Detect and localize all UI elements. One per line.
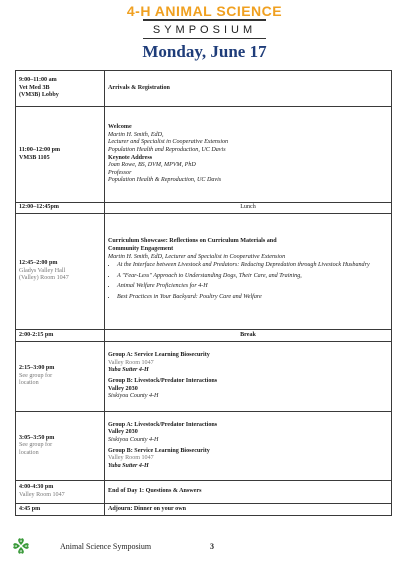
event-cell (105, 481, 392, 504)
list-item: • Best Practices in Your Backyard: Poultry Care and Welfare (117, 294, 388, 302)
time-label: 9:00–11:00 am (19, 77, 57, 84)
time-cell (16, 481, 105, 504)
time-cell (16, 504, 105, 516)
location-label: (Valley) Room 1047 (19, 275, 69, 282)
presenter-title: Professor (108, 169, 132, 176)
symposium-subtitle-band (149, 20, 260, 38)
presenter-title: Lecturer and Specialist in Cooperative Extension (108, 139, 229, 146)
time-label: 2:00-2:15 pm (19, 331, 54, 338)
time-cell (16, 203, 105, 214)
time-cell (16, 71, 105, 107)
event-heading: Keynote Address (108, 154, 153, 161)
footer-title: Animal Science Symposium (60, 542, 152, 551)
table-row (16, 481, 392, 504)
time-cell (16, 342, 105, 412)
table-row (16, 342, 392, 412)
svg-text:H: H (14, 544, 17, 548)
room-label: Valley 2030 (108, 429, 138, 436)
presenter-name: Martin H. Smith, EdD, Lecturer and Specialist in Cooperative Extension (108, 253, 286, 260)
time-cell (16, 214, 105, 330)
four-h-clover-icon (12, 537, 30, 555)
group-heading: Group B: Service Learning Biosecurity (108, 447, 210, 454)
symposium-subtitle: SYMPOSIUM (152, 24, 257, 36)
time-cell (16, 412, 105, 481)
event-cell (105, 214, 392, 330)
session-list (108, 262, 388, 301)
schedule-table (15, 70, 392, 516)
time-label: 4:00-4:30 pm (19, 484, 54, 491)
svg-text:H: H (19, 549, 22, 553)
location-label: See group for (19, 372, 53, 379)
host-label: Siskiyou County 4-H (108, 436, 159, 443)
list-item: • Animal Welfare Proficiencies for 4-H (117, 283, 388, 291)
time-label: 12:45–2:00 pm (19, 260, 58, 267)
svg-text:H: H (24, 544, 27, 548)
host-label: Yuba Sutter 4-H (108, 462, 149, 469)
table-row (16, 214, 392, 330)
location-label: VM3B 1105 (19, 154, 50, 161)
location-label: Gladys Valley Hall (19, 267, 66, 274)
location-label: See group for (19, 442, 53, 449)
event-label: Arrivals & Registration (108, 84, 170, 91)
table-row (16, 330, 392, 342)
presenter-name: Martin H. Smith, EdD, (108, 131, 164, 138)
presenter-name: Joan Rowe, BS, DVM, MPVM, PhD (108, 162, 196, 169)
time-label: 2:15–3:00 pm (19, 365, 55, 372)
time-label: 12:00–12:45pm (19, 204, 59, 211)
room-label: Valley Room 1047 (108, 455, 154, 462)
event-label: End of Day 1: Questions & Answers (108, 488, 202, 495)
location-label: location (19, 449, 39, 456)
event-heading: Community Engagement (108, 246, 174, 253)
event-heading: Welcome (108, 124, 132, 131)
event-cell (105, 342, 392, 412)
host-label: Yuba Sutter 4-H (108, 367, 149, 374)
room-label: Valley Room 1047 (108, 359, 154, 366)
location-label: location (19, 380, 39, 387)
event-label: Break (240, 331, 256, 338)
group-heading: Group A: Livestock/Predator Interactions (108, 421, 218, 428)
time-label: 4:45 pm (19, 505, 41, 512)
svg-text:H: H (19, 539, 22, 543)
list-item: • At the Interface between Livestock and Predators: Reducing Depredation through Livestock Husbandry (117, 262, 388, 270)
room-label: Valley 2030 (108, 385, 138, 392)
page-footer (10, 537, 390, 557)
presenter-affiliation: Population Health and Reproduction, UC Davis (108, 146, 226, 153)
event-label: Adjourn: Dinner on your own (108, 505, 186, 512)
symposium-title: 4-H ANIMAL SCIENCE (126, 3, 283, 19)
event-cell (105, 203, 392, 214)
location-label: Valley Room 1047 (19, 492, 65, 498)
event-heading: Curriculum Showcase: Reflections on Curriculum Materials and (108, 238, 277, 245)
schedule-date: Monday, June 17 (142, 42, 267, 61)
group-heading: Group B: Livestock/Predator Interactions (108, 378, 218, 384)
time-cell (16, 330, 105, 342)
table-row (16, 504, 392, 516)
location-label: (VM3B) Lobby (19, 92, 59, 99)
table-row (16, 412, 392, 481)
event-cell (105, 504, 392, 516)
event-label: Lunch (240, 204, 256, 211)
group-heading: Group A: Service Learning Biosecurity (108, 352, 210, 359)
event-cell (105, 412, 392, 481)
page-number: 3 (210, 542, 214, 551)
event-cell (105, 107, 392, 203)
table-row (16, 71, 392, 107)
page-header (0, 0, 409, 62)
host-label: Siskiyou County 4-H (108, 393, 159, 400)
event-cell (105, 330, 392, 342)
event-cell (105, 71, 392, 107)
time-label: 11:00–12:00 pm (19, 146, 61, 153)
table-row (16, 203, 392, 214)
table-row (16, 107, 392, 203)
location-label: Vet Med 3B (19, 84, 50, 91)
presenter-affiliation: Population Health & Reproduction, UC Davis (108, 177, 222, 184)
list-item: • A "Fear-Less" Approach to Understanding Dogs, Their Care, and Training, (117, 273, 388, 281)
time-cell (16, 107, 105, 203)
time-label: 3:05–3:50 pm (19, 434, 55, 441)
